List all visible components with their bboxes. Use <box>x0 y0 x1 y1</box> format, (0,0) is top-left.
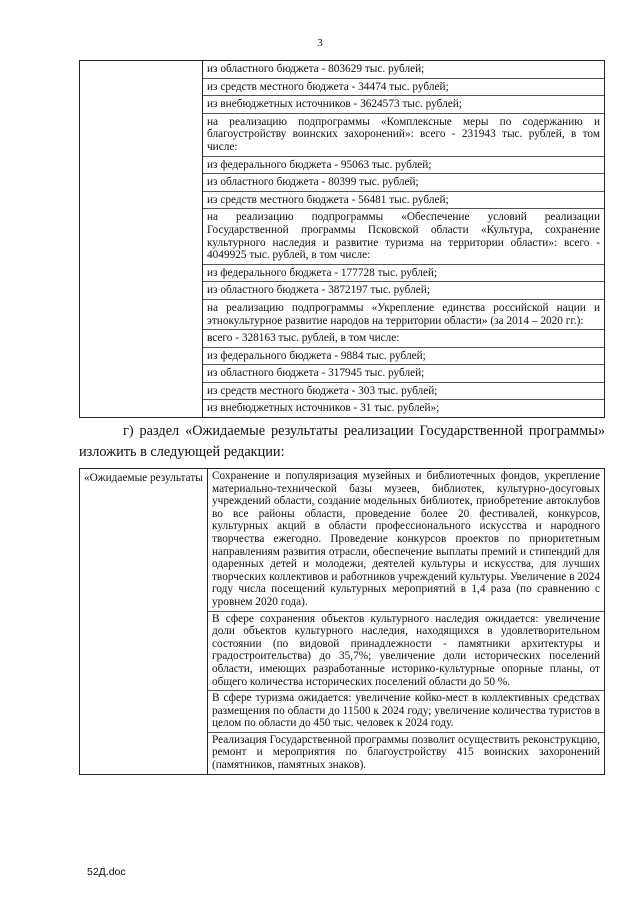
funding-line: из федерального бюджета - 9884 тыс. рублей; <box>203 348 604 366</box>
funding-line: из областного бюджета - 317945 тыс. рублей; <box>203 365 604 383</box>
funding-line: из средств местного бюджета - 34474 тыс. рублей; <box>203 79 604 97</box>
results-table-label: «Ожидаемые результаты <box>80 469 208 775</box>
funding-line: из средств местного бюджета - 303 тыс. рублей; <box>203 383 604 401</box>
page-number: 3 <box>317 37 323 49</box>
results-paragraph: Реализация Государственной программы позволит осуществить реконструкцию, ремонт и мероприятия по благоустройству 415 воинских захоронений (памятников, памятных знаков). <box>212 733 600 772</box>
funding-line: из областного бюджета - 3872197 тыс. рублей; <box>203 282 604 300</box>
funding-line: из областного бюджета - 803629 тыс. рублей; <box>203 61 604 79</box>
footer-filename: 52Д.doc <box>87 866 126 878</box>
funding-table-content <box>203 61 605 418</box>
results-paragraph: В сфере туризма ожидается: увеличение койко-мест в коллективных средствах размещения по области до 11500 к 2024 году; увеличение количества туристов в целом по области до 450 тыс. человек к 2024 году. <box>208 691 604 733</box>
results-table-content <box>208 469 605 775</box>
funding-table <box>79 60 605 418</box>
results-table <box>79 468 605 775</box>
funding-line: из областного бюджета - 80399 тыс. рублей; <box>203 174 604 192</box>
funding-line: из внебюджетных источников - 31 тыс. рублей»; <box>207 402 440 415</box>
results-paragraph: Сохранение и популяризация музейных и библиотечных фондов, укрепление материально-технической базы музеев, библиотек, культурно-досуговых учреждений области, создание модельных библиотек, приобретение автоклубов во все районы области, проведение более 20 фестивалей, конкурсов, культурных акций в области профессионального искусства и народного творчества ежегодно. Проведение конкурсов проектов по приоритетным направлениям развития отрасли, обеспечение выплаты премий и стипендий для одаренных детей и молодежи, деятелей культуры и искусства, для лучших творческих коллективов и работников учреждений культуры. Увеличение в 2024 году числа посещений культурных мероприятий в 1,4 раза (по сравнению с уровнем 2020 года). <box>208 469 604 612</box>
section-heading: г) раздел «Ожидаемые результаты реализации Государственной программы» изложить в следующей редакции: <box>79 423 605 460</box>
funding-line: из федерального бюджета - 95063 тыс. рублей; <box>203 157 604 175</box>
funding-table-left-cell <box>80 61 203 418</box>
funding-line: на реализацию подпрограммы «Обеспечение условий реализации Государственной программы Псковской области «Культура, сохранение культурного наследия и развитие туризма на территории области»: всего - 4049925 тыс. рублей, в том числе: <box>203 209 604 264</box>
funding-line: всего - 328163 тыс. рублей, в том числе: <box>203 330 604 348</box>
funding-line: на реализацию подпрограммы «Укрепление единства российской нации и этнокультурное развитие народов на территории области» (за 2014 – 2020 гг.): <box>203 300 604 330</box>
results-paragraph: В сфере сохранения объектов культурного наследия ожидается: увеличение доли объектов культурного наследия, находящихся в удовлетворительном состоянии (по видовой принадлежности - памятники архитектуры и градостроительства) до 35,7%; увеличение доли исторических поселений области, имеющих разработанные историко-культурные опорные планы, от общего количества исторических поселений области до 50 %. <box>208 612 604 692</box>
funding-line: на реализацию подпрограммы «Комплексные меры по содержанию и благоустройству воинских захоронений»: всего - 231943 тыс. рублей, в том числе: <box>203 114 604 157</box>
funding-line: из внебюджетных источников - 3624573 тыс. рублей; <box>203 96 604 114</box>
funding-line: из средств местного бюджета - 56481 тыс. рублей; <box>203 192 604 210</box>
funding-line: из федерального бюджета - 177728 тыс. рублей; <box>203 265 604 283</box>
